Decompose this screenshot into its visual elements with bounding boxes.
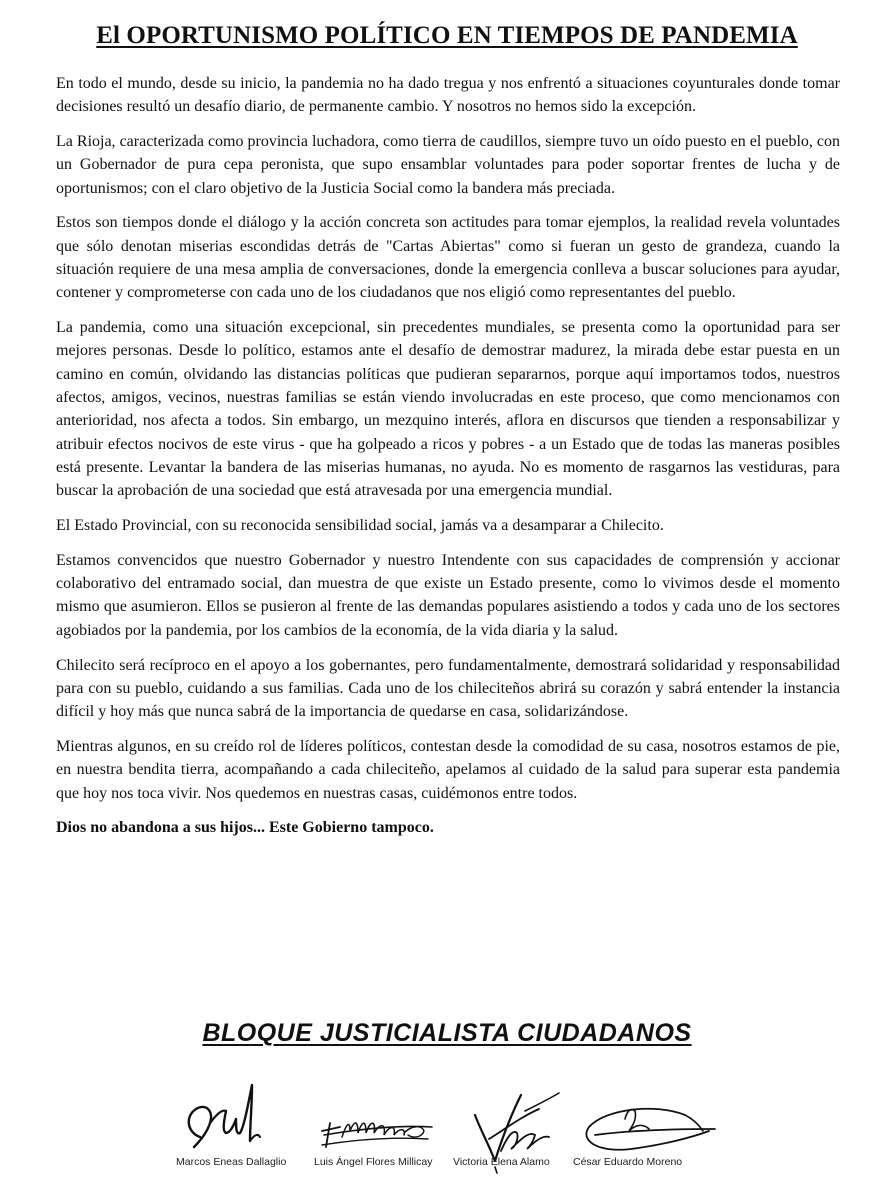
paragraph-7: Chilecito será recíproco en el apoyo a los gobernantes, pero fundamentalmente, demostrará solidaridad y responsabilidad para con su pueblo, cuidando a sus familias. Cada uno de los chileciteños abrirá su corazón y sabrá entender la instancia difícil y hoy más que nunca sabrá de la importancia de quedarse en casa, solidarizándose. [56,656,840,721]
paragraph-1: En todo el mundo, desde su inicio, la pandemia no ha dado tregua y nos enfrentó a situaciones coyunturales donde tomar decisiones resultó un desafío diario, de permanente cambio. Y nosotros no hemos sido la excepción. [56,75,840,116]
signature-block-3 [455,1075,585,1185]
bloc-name: BLOQUE JUSTICIALISTA CIUDADANOS [202,1019,692,1047]
paragraph-8: Mientras algunos, en su creído rol de líderes políticos, contestan desde la comodidad de su casa, nosotros estamos de pie, en nuestra bendita tierra, acompañando a cada chileciteño, apelamos al cuidado de la salud para superar esta pandemia que hoy nos toca vivir. Nos quedemos en nuestras casas, cuidémonos entre todos. [56,737,840,802]
paragraph-3: Estos son tiempos donde el diálogo y la acción concreta son actitudes para tomar ejemplos, la realidad revela voluntades que sólo denotan miserias escondidas detrás de "Cartas Abiertas" como si fueran un gesto de grandeza, cuando la situación requiere de una mesa amplia de conversaciones, donde la emergencia conlleva a buscar soluciones para ayudar, contener y comprometerse con cada uno de los ciudadanos que nos eligió como representantes del pueblo. [56,214,840,302]
signature-block-1 [170,1075,320,1185]
closing-statement: Dios no abandona a sus hijos... Este Gobierno tampoco. [56,819,434,837]
signatory-name-4: César Eduardo Moreno [573,1156,683,1168]
paragraph-6: Estamos convencidos que nuestro Gobernador y nuestro Intendente con sus capacidades de comprensión y accionar colaborativo del entramado social, dan muestra de que existe un Estado presente, como lo vivimos desde el momento mismo que asumieron. Ellos se pusieron al frente de las demandas populares asistiendo a todos y cada uno de los sectores agobiados por la pandemia, por los cambios de la economía, de la vida diaria y la salud. [56,551,840,639]
handwritten-signature-4 [575,1075,725,1165]
signatory-name-3: Victoria Elena Alamo [453,1156,550,1168]
signatory-name-1: Marcos Eneas Dallaglio [176,1156,287,1168]
signature-block-4 [575,1075,725,1185]
signatory-name-2: Luis Ángel Flores Millicay [314,1156,433,1168]
paragraph-4: La pandemia, como una situación excepcional, sin precedentes mundiales, se presenta como la oportunidad para ser mejores personas. Desde lo político, estamos ante el desafío de demostrar madurez, la mirada debe estar puesta en un camino en común, olvidando las distancias políticas que pudieran separarnos, porque aquí importamos todos, nuestros afectos, amigos, vecinos, nuestras familias se están viendo involucradas en este proceso, que como mencionamos con anterioridad, nos afecta a todos. Sin embargo, un mezquino interés, aflora en discursos que tienden a responsabilizar y atribuir efectos nocivos de este virus - que ha golpeado a ricos y pobres - a un Estado que de todas las maneras posibles está presente. Levantar la bandera de las miserias humanas, no ayuda. No es momento de rasgarnos las vestiduras, para buscar la aprobación de una sociedad que está atravesada por una emergencia mundial. [56,319,840,500]
document-title: El OPORTUNISMO POLÍTICO EN TIEMPOS DE PANDEMIA [96,22,798,49]
document-body [56,72,840,851]
handwritten-signature-1 [170,1075,320,1165]
paragraph-5: El Estado Provincial, con su reconocida sensibilidad social, jamás va a desamparar a Chilecito. [56,517,664,535]
signature-block-2 [300,1075,450,1185]
handwritten-signature-2 [300,1075,450,1165]
paragraph-2: La Rioja, caracterizada como provincia luchadora, como tierra de caudillos, siempre tuvo un oído puesto en el pueblo, con un Gobernador de pura cepa peronista, que supo ensamblar voluntades para poder soportar frentes de lucha y de oportunismos; con el claro objetivo de la Justicia Social como la bandera más preciada. [56,133,840,197]
signatures-section [0,1075,894,1185]
